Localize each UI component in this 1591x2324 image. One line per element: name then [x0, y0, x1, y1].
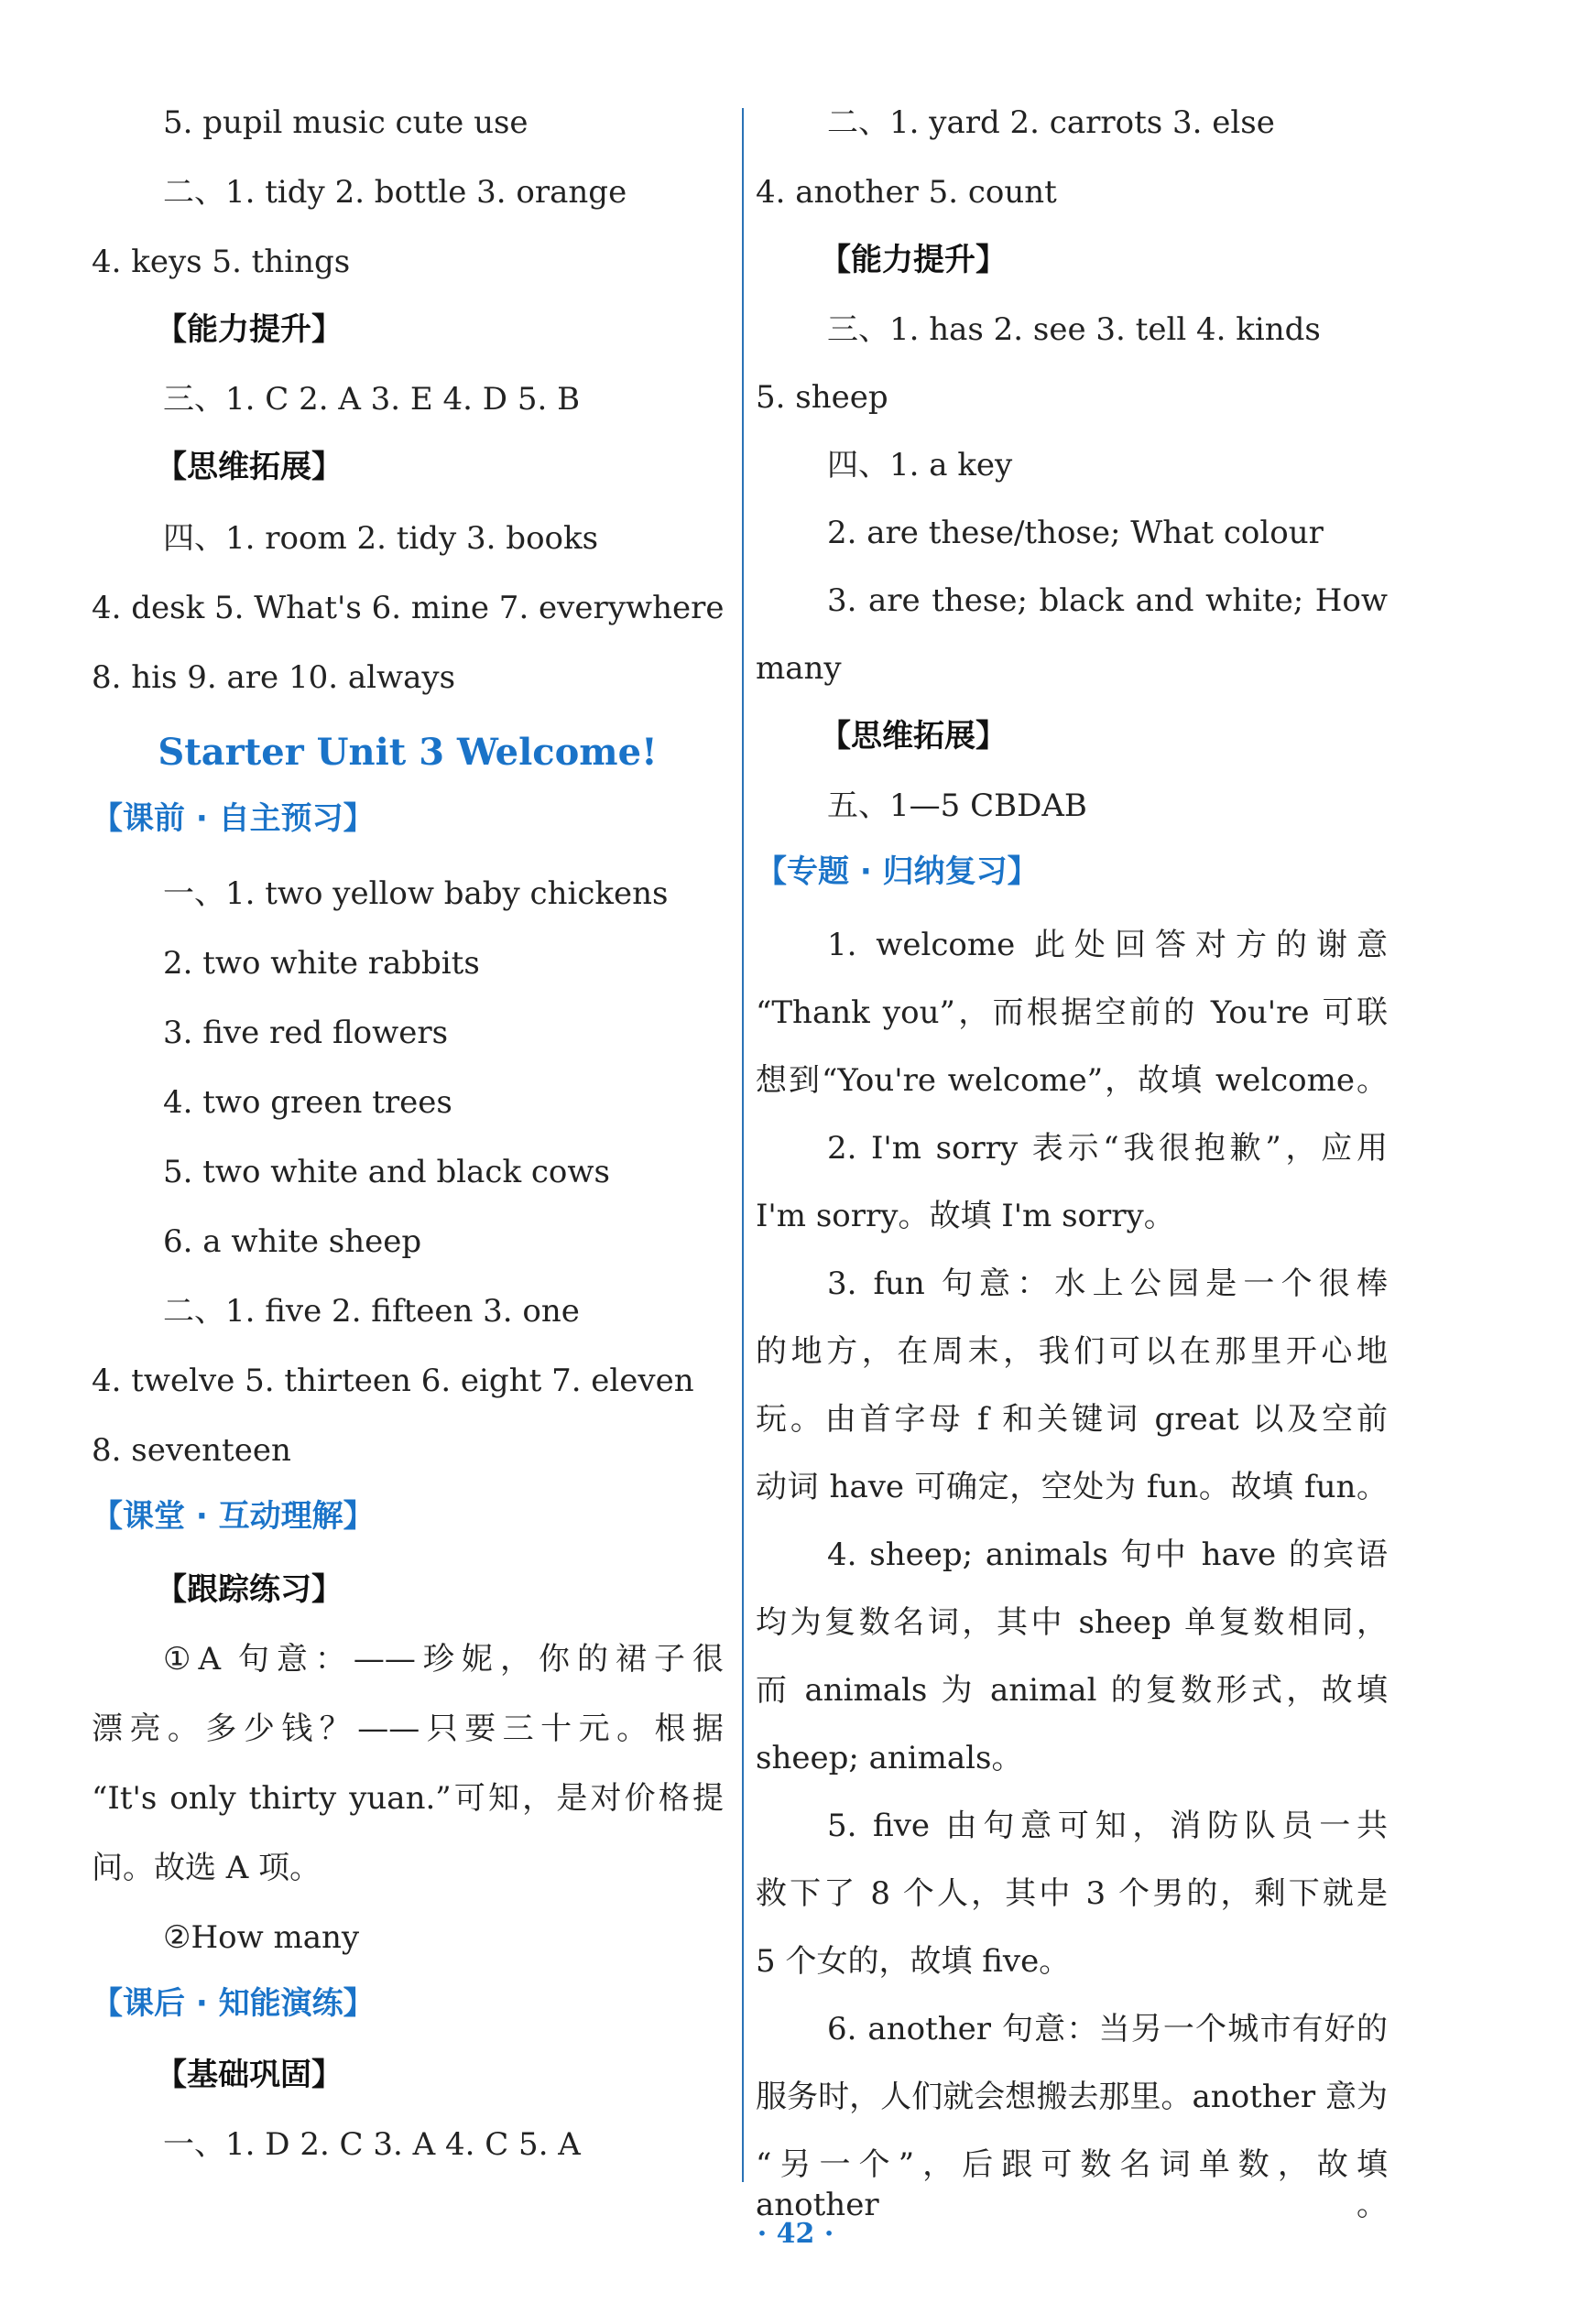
- answer-line: 5. two white and black cows: [163, 1154, 610, 1190]
- explanation-line: “另一个”，后跟可数名词单数，故填 another。: [756, 2146, 1388, 2223]
- unit-title: Starter Unit 3 Welcome!: [158, 731, 658, 774]
- explanation-line: 想到“You're welcome”，故填 welcome。: [756, 1062, 1388, 1099]
- subsection-heading: 【能力提升】: [156, 311, 343, 348]
- answer-line: 8. his 9. are 10. always: [92, 659, 456, 696]
- explanation-line: sheep; animals。: [756, 1740, 1023, 1776]
- answer-line: many: [756, 650, 842, 687]
- explanation-line: 漂亮。多少钱？——只要三十元。根据: [92, 1710, 724, 1747]
- answer-line: 2. are these/those; What colour: [827, 515, 1324, 551]
- explanation-line: 问。故选 A 项。: [92, 1850, 321, 1886]
- answer-line: 四、1. a key: [827, 447, 1013, 483]
- subsection-heading: 【能力提升】: [820, 242, 1007, 278]
- explanation-line: ①A 句意：——珍妮，你的裙子很: [163, 1641, 724, 1678]
- explanation-line: 动词 have 可确定，空处为 fun。故填 fun。: [756, 1469, 1388, 1505]
- subsection-heading: 【思维拓展】: [820, 718, 1007, 755]
- section-heading: 【专题 · 归纳复习】: [756, 853, 1039, 890]
- answer-line: 4. desk 5. What's 6. mine 7. everywhere: [92, 590, 725, 626]
- explanation-line: 1. welcome 此处回答对方的谢意: [827, 927, 1388, 963]
- answer-line: 4. keys 5. things: [92, 244, 351, 280]
- answer-line: 6. a white sheep: [163, 1223, 422, 1260]
- section-heading: 【课堂 · 互动理解】: [92, 1498, 375, 1535]
- answer-line: 四、1. room 2. tidy 3. books: [163, 520, 599, 557]
- explanation-line: 5 个女的，故填 five。: [756, 1943, 1071, 1980]
- section-heading: 【课前 · 自主预习】: [92, 800, 375, 837]
- explanation-line: 4. sheep; animals 句中 have 的宾语: [827, 1537, 1388, 1573]
- subsection-heading: 【跟踪练习】: [156, 1571, 343, 1608]
- subsection-heading: 【思维拓展】: [156, 449, 343, 485]
- explanation-line: 的地方，在周末，我们可以在那里开心地: [756, 1333, 1388, 1370]
- page-number: · 42 ·: [757, 2218, 834, 2250]
- section-heading: 【课后 · 知能演练】: [92, 1985, 375, 2022]
- explanation-line: 3. fun 句意：水上公园是一个很棒: [827, 1265, 1388, 1302]
- subsection-heading: 【基础巩固】: [156, 2057, 343, 2093]
- answer-line: 2. two white rabbits: [163, 945, 480, 982]
- explanation-line: 均为复数名词，其中 sheep 单复数相同，: [756, 1604, 1388, 1641]
- answer-line: ②How many: [163, 1919, 360, 1956]
- answer-line: 5. sheep: [756, 379, 888, 416]
- answer-line: 3. are these; black and white; How: [827, 582, 1388, 619]
- explanation-line: “It's only thirty yuan.”可知，是对价格提: [92, 1780, 724, 1817]
- answer-line: 5. pupil music cute use: [163, 104, 529, 141]
- explanation-line: 玩。由首字母 f 和关键词 great 以及空前: [756, 1401, 1388, 1438]
- explanation-line: 2. I'm sorry 表示“我很抱歉”，应用: [827, 1130, 1388, 1167]
- answer-line: 三、1. C 2. A 3. E 4. D 5. B: [163, 381, 581, 418]
- explanation-line: 服务时，人们就会想搬去那里。another 意为: [756, 2079, 1388, 2115]
- explanation-line: 而 animals 为 animal 的复数形式，故填: [756, 1672, 1388, 1709]
- explanation-line: 5. five 由句意可知，消防队员一共: [827, 1808, 1388, 1844]
- answer-line: 一、1. two yellow baby chickens: [163, 875, 669, 912]
- explanation-line: “Thank you”，而根据空前的 You're 可联: [756, 994, 1388, 1031]
- answer-line: 4. another 5. count: [756, 174, 1057, 211]
- explanation-line: 6. another 句意：当另一个城市有好的: [827, 2011, 1388, 2047]
- column-divider: [742, 108, 744, 2182]
- answer-line: 二、1. five 2. fifteen 3. one: [163, 1293, 580, 1330]
- answer-line: 三、1. has 2. see 3. tell 4. kinds: [827, 311, 1321, 348]
- answer-line: 二、1. tidy 2. bottle 3. orange: [163, 174, 627, 211]
- explanation-line: 救下了 8 个人，其中 3 个男的，剩下就是: [756, 1875, 1388, 1912]
- answer-line: 4. twelve 5. thirteen 6. eight 7. eleven: [92, 1363, 694, 1399]
- answer-line: 8. seventeen: [92, 1432, 291, 1469]
- answer-line: 二、1. yard 2. carrots 3. else: [827, 104, 1275, 141]
- explanation-line: I'm sorry。故填 I'm sorry。: [756, 1198, 1175, 1234]
- answer-line: 一、1. D 2. C 3. A 4. C 5. A: [163, 2126, 581, 2163]
- answer-line: 3. five red flowers: [163, 1015, 449, 1051]
- answer-line: 4. two green trees: [163, 1084, 452, 1121]
- answer-line: 五、1—5 CBDAB: [827, 787, 1087, 824]
